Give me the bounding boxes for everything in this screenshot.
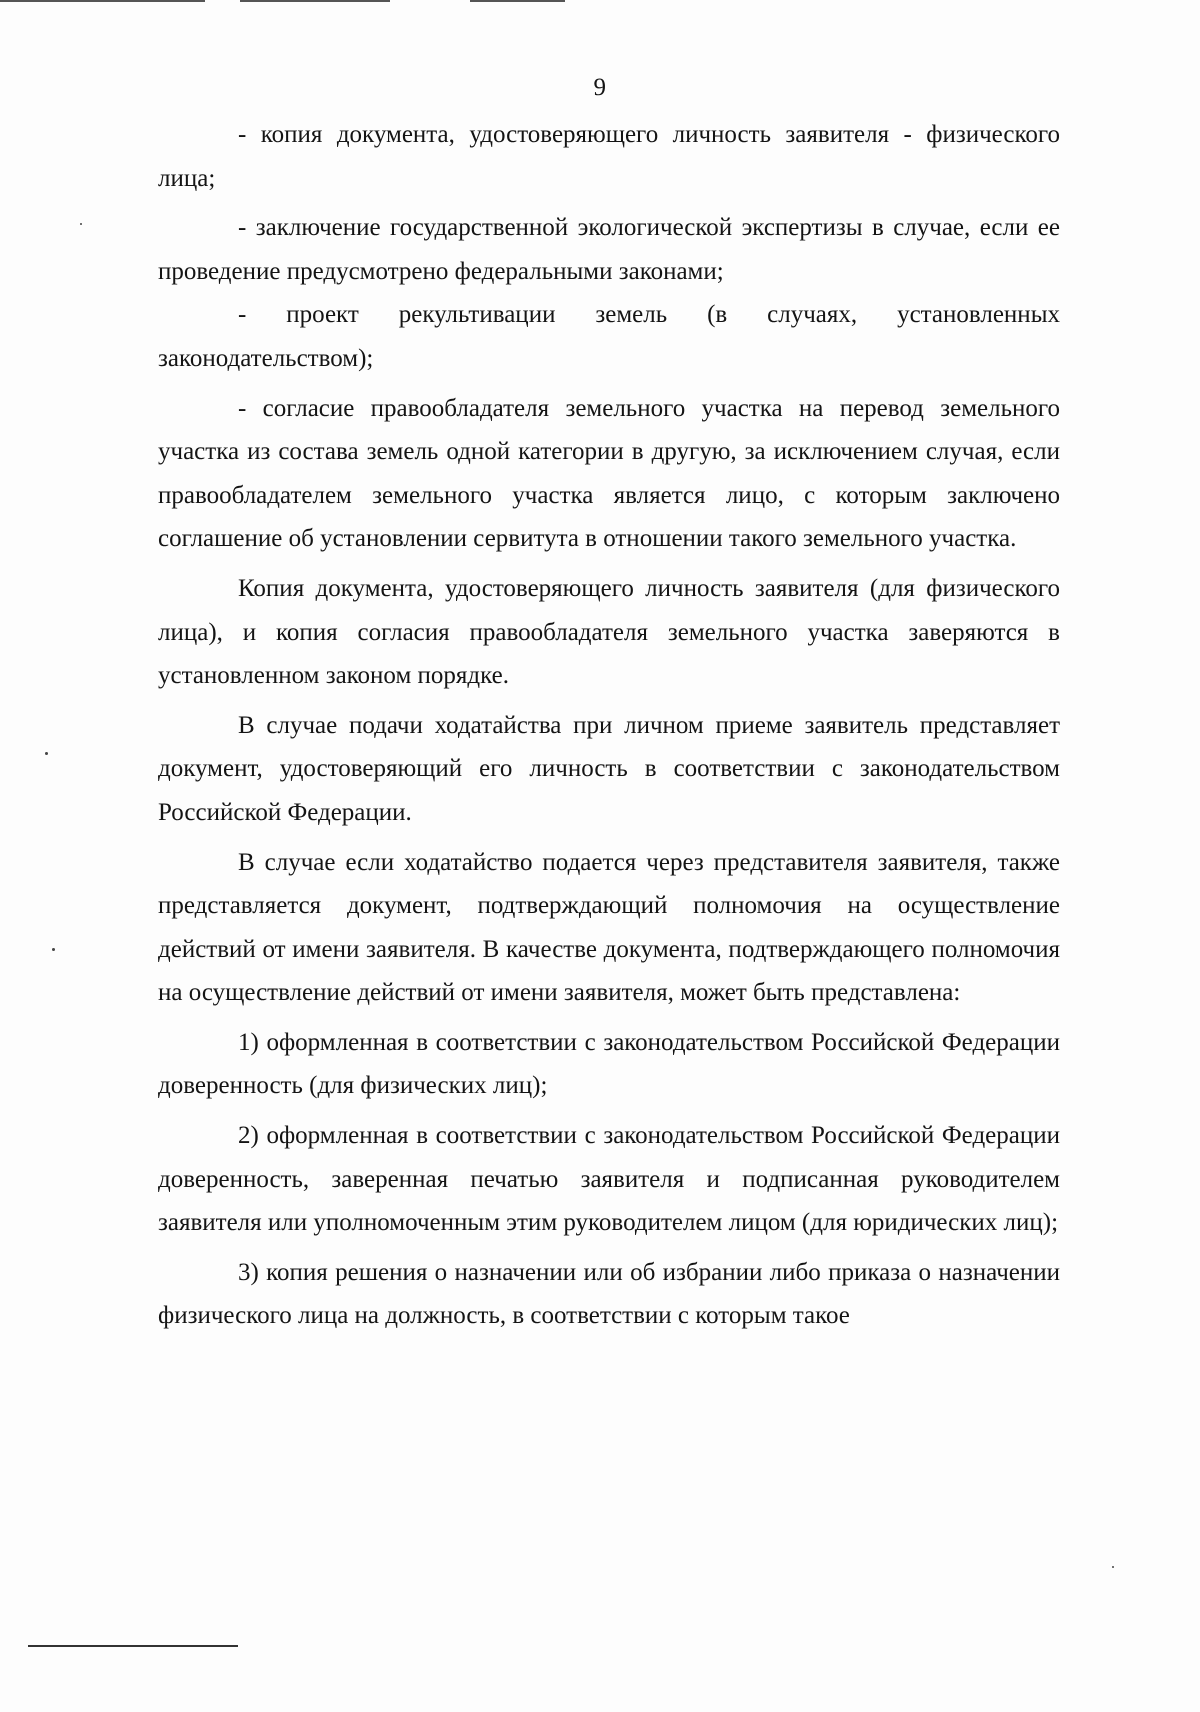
paragraph-item-3: 3) копия решения о назначении или об избрании либо приказа о назначении физического лица на должность, в соответствии с которым такое <box>158 1258 1060 1330</box>
paragraph-item-2: 2) оформленная в соответствии с законодательством Российской Федерации доверенность, заверенная печатью заявителя и подписанная руководителем заявителя или уполномоченным этим руководителем лицом (для юридических лиц); <box>158 1122 1060 1237</box>
scan-speck <box>45 752 48 755</box>
bottom-scan-rule <box>28 1645 238 1647</box>
top-scan-rule <box>470 0 565 2</box>
scan-speck <box>52 948 55 951</box>
paragraph-item-ecology-expertise: - заключение государственной экологической экспертизы в случае, если ее проведение предусмотрено федеральными законами; <box>158 214 1060 285</box>
paragraph-item-owner-consent: - согласие правообладателя земельного участка на перевод земельного участка из состава земель одной категории в другую, за исключением случая, если правообладателем земельного участка является лицо, с которым заключено соглашение об установлении сервитута в отношении такого земельного участка. <box>158 394 1060 553</box>
top-scan-rule <box>0 0 205 2</box>
paragraph-representative: В случае если ходатайство подается через представителя заявителя, также представляется документ, подтверждающий полномочия на осуществление действий от имени заявителя. В качестве документа, подтверждающего полномочия на осуществление действий от имени заявителя, может быть представлена: <box>158 848 1060 1007</box>
paragraph-item-reclamation-project: - проект рекультивации земель (в случаях, установленных законодательством); <box>158 301 1060 372</box>
paragraph-personal-submission: В случае подачи ходатайства при личном приеме заявитель представляет документ, удостоверяющий его личность в соответствии с законодательством Российской Федерации. <box>158 711 1060 826</box>
paragraph-item-1: 1) оформленная в соответствии с законодательством Российской Федерации доверенность (для физических лиц); <box>158 1028 1060 1100</box>
scan-speck <box>1112 1566 1114 1568</box>
scan-speck <box>80 223 82 225</box>
paragraph-item-identity-copy: - копия документа, удостоверяющего личность заявителя - физического лица; <box>158 121 1060 192</box>
top-scan-rule <box>240 0 390 2</box>
paragraph-copies-certification: Копия документа, удостоверяющего личность заявителя (для физического лица), и копия согласия правообладателя земельного участка заверяются в установленном законом порядке. <box>158 574 1060 690</box>
page-number: 9 <box>593 74 607 101</box>
document-body <box>158 113 1060 1338</box>
